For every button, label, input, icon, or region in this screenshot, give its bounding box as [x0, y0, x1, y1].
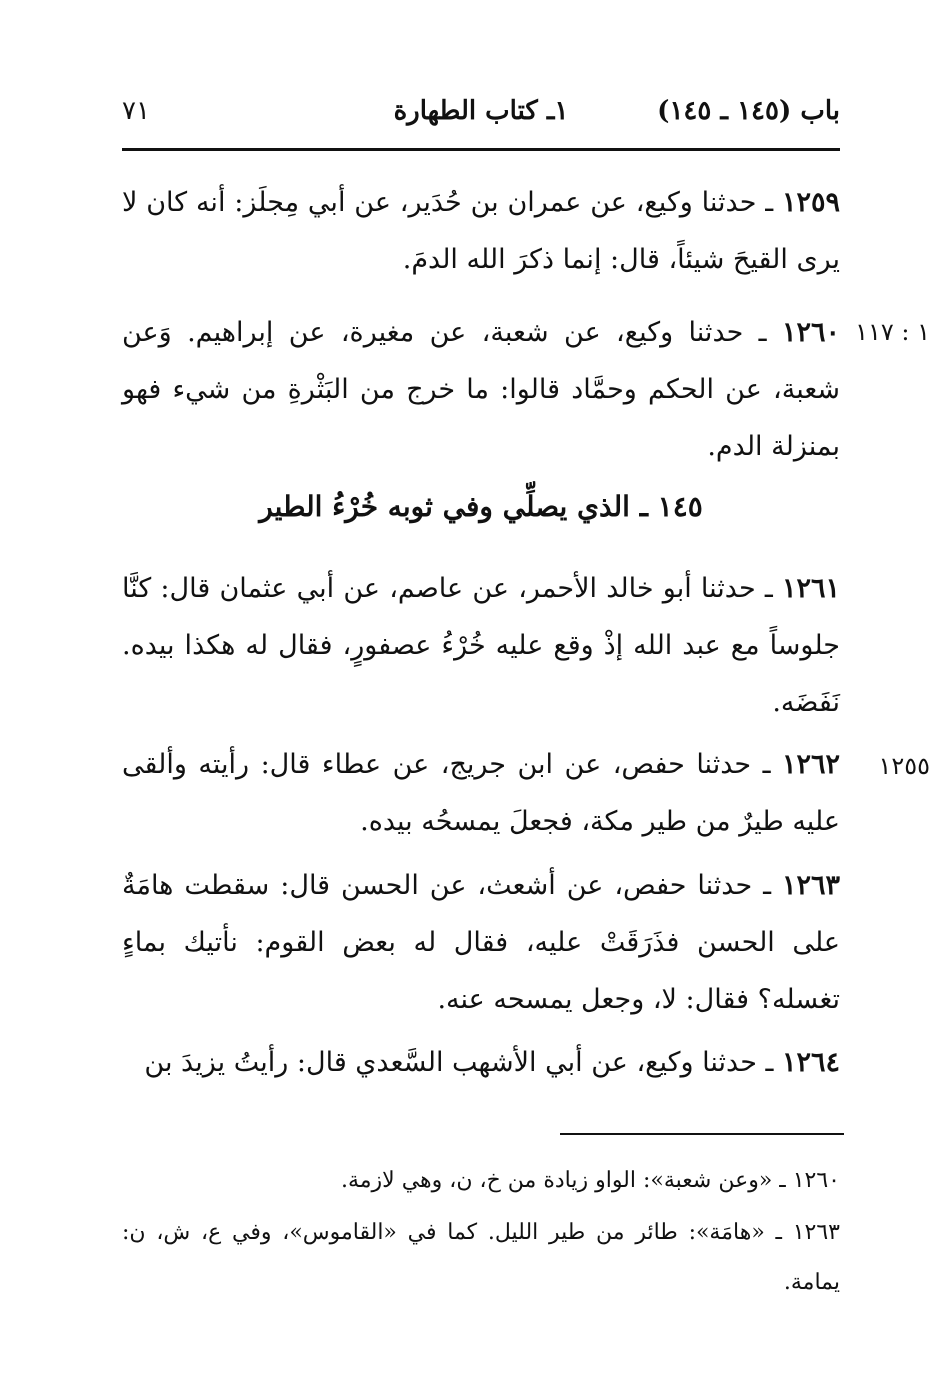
page-header: [122, 96, 840, 142]
hadith-number: ١٢٦٠: [781, 317, 840, 348]
footnote-1263: ١٢٦٣ ـ «هامَة»: طائر من طير الليل. كما في «القاموس»، وفي ع، ش، ن: يمامة.: [122, 1220, 840, 1295]
hadith-text: ـ حدثنا وكيع، عن عمران بن حُدَير، عن أبي مِجلَز: أنه كان لا يرى القيحَ شيئاً، قال: إنما ذكرَ الله الدمَ.: [122, 187, 840, 275]
hadith-text: ـ حدثنا حفص، عن أشعث، عن الحسن قال: سقطت هامَةٌ على الحسن فذَرَقَتْ عليه، فقال له بعض القوم: نأتيك بماءٍ تغسله؟ فقال: لا، وجعل يمسحه عنه.: [122, 870, 840, 1015]
hadith-1261: [122, 560, 840, 731]
footnote-divider: [560, 1133, 844, 1135]
hadith-text: ـ حدثنا وكيع، عن شعبة، عن مغيرة، عن إبراهيم. وَعن شعبة، عن الحكم وحمَّاد قالوا: ما خرج من البَثْرةِ من شيء فهو بمنزلة الدم.: [122, 317, 840, 462]
hadith-1264: [122, 1034, 840, 1091]
book-title: ١ـ كتاب الطهارة: [393, 96, 569, 126]
chapter-range: باب (١٤٥ ـ ١٤٥): [657, 96, 840, 126]
footnote-1260: ١٢٦٠ ـ «وعن شعبة»: الواو زيادة من خ، ن، وهي لازمة.: [340, 1168, 840, 1193]
margin-note-cross-ref: ١ : ١١٧: [855, 318, 930, 346]
hadith-number: ١٢٦١: [781, 573, 840, 604]
hadith-1262: [122, 736, 840, 850]
section-heading: ١٤٥ ـ الذي يصلِّي وفي ثوبه خُرْءُ الطير: [259, 490, 703, 523]
hadith-1260: [122, 304, 840, 475]
hadith-number: ١٢٦٤: [781, 1047, 840, 1078]
hadith-number: ١٢٦٣: [781, 870, 840, 901]
header-divider: [122, 148, 840, 151]
hadith-number: ١٢٥٩: [781, 187, 840, 218]
page-number: ٧١: [122, 96, 150, 126]
hadith-number: ١٢٦٢: [781, 749, 840, 780]
hadith-text: ـ حدثنا أبو خالد الأحمر، عن عاصم، عن أبي عثمان قال: كنَّا جلوساً مع عبد الله إذْ وقع عليه خُرْءُ عصفورٍ، فقال له هكذا بيده. نَفَضَه.: [122, 573, 840, 718]
hadith-text: ـ حدثنا حفص، عن ابن جريج، عن عطاء قال: رأيته وألقى عليه طيرٌ من طير مكة، فجعلَ يمسحُه بيده.: [122, 749, 840, 837]
hadith-text: ـ حدثنا وكيع، عن أبي الأشهب السَّعدي قال: رأيتُ يزيدَ بن: [144, 1047, 782, 1078]
hadith-1259: [122, 174, 840, 288]
margin-note-number: ١٢٥٥: [878, 752, 930, 780]
hadith-1263: [122, 857, 840, 1028]
